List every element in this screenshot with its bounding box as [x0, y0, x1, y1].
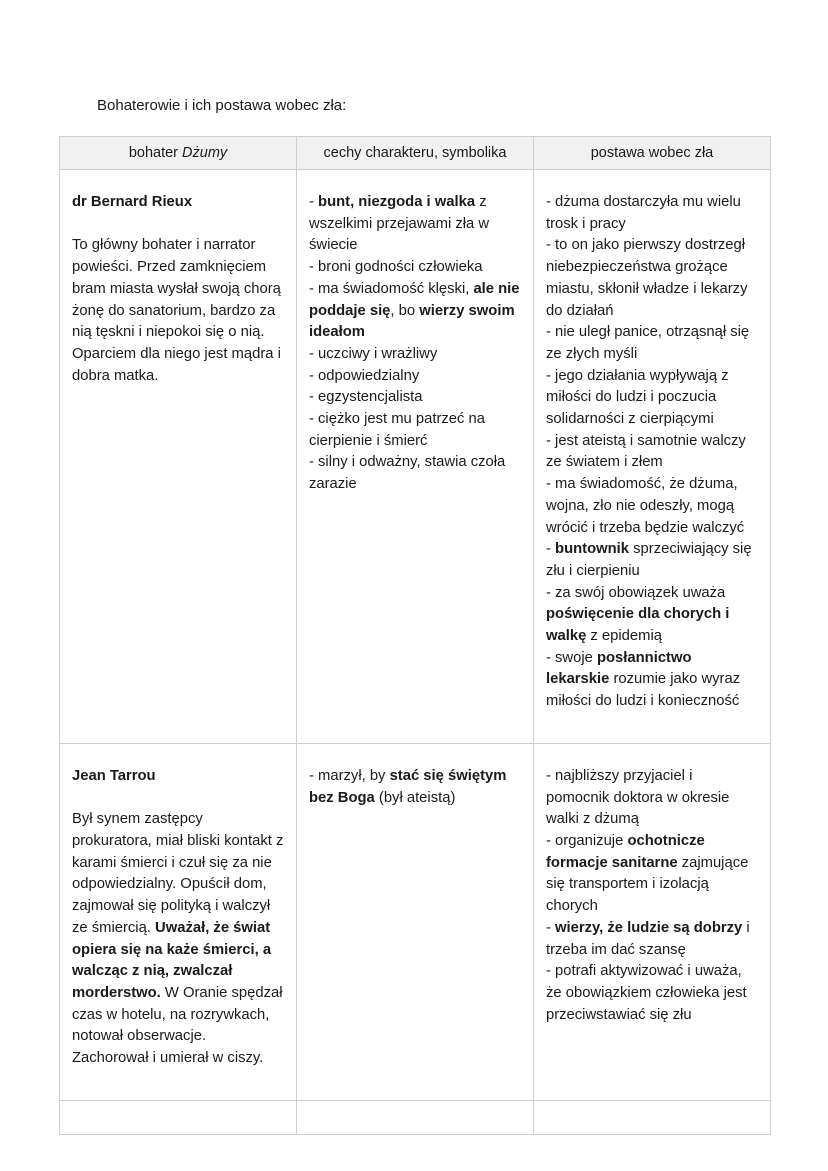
header-row [60, 137, 771, 170]
text-segment: bohater [128, 145, 183, 161]
text-segment: - [309, 194, 319, 210]
text-segment: - swoje [546, 649, 597, 666]
cell-postawa [534, 170, 771, 744]
paragraph [72, 788, 284, 810]
text-segment: Uważał, że świat opiera się na każe śmierci, a walcząc z nią, zwalczał morderstwo. [72, 919, 272, 1001]
text-segment: - ma świadomość, że dżuma, wojna, zło nie odeszły, mogą wrócić i trzeba będzie walczyć [546, 476, 745, 536]
text-segment: (był ateistą) [374, 789, 456, 806]
text-segment: - jest ateistą i samotnie walczy ze światem i złem [546, 432, 746, 471]
page-title: Bohaterowie i ich postawa wobec zła: [97, 97, 347, 114]
text-segment: sprzeciwiający się złu i cierpieniu [546, 541, 752, 579]
paragraph [309, 766, 521, 809]
cell-postawa [534, 743, 771, 1100]
paragraph [309, 279, 521, 344]
cell-cechy [297, 1100, 534, 1134]
table-body [60, 170, 771, 1135]
text-segment: - to on jako pierwszy dostrzegł niebezpieczeństwa grożące miastu, skłonił władze i lekarzy do działań [546, 237, 748, 319]
text-segment: - ciężko jest mu patrzeć na cierpienie i śmierć [309, 411, 485, 449]
header-cechy [297, 137, 534, 170]
paragraph [546, 648, 758, 713]
text-segment: stać się świętym bez Boga [309, 767, 507, 806]
characters-table [59, 136, 771, 1135]
text-segment: - organizuje [546, 832, 628, 849]
text-segment: zajmujące się transportem i izolacją chorych [546, 854, 749, 915]
text-segment: Jean Tarrou [72, 767, 156, 784]
paragraph [309, 409, 521, 452]
text-segment: - egzystencjalista [309, 389, 423, 406]
text-segment: wierzy swoim ideałom [309, 302, 515, 341]
text-segment: W Oranie spędzał czas w hotelu, na rozrywkach, notował obserwacje. Zachorował i umierał w ciszy. [72, 984, 283, 1067]
text-segment: - odpowiedzialny [309, 367, 420, 384]
paragraph [546, 918, 758, 961]
cell-cechy [297, 170, 534, 744]
text-segment: dr Bernard Rieux [72, 194, 193, 210]
paragraph [72, 214, 284, 236]
table-header [60, 137, 771, 170]
text-segment: postawa wobec zła [590, 145, 714, 161]
text-segment: - jego działania wypływają z miłości do ludzi i poczucia solidarności z cierpiącymi [546, 367, 729, 428]
paragraph [546, 366, 758, 431]
text-segment: buntownik [555, 541, 630, 558]
paragraph [546, 474, 758, 539]
header-bohater [60, 137, 297, 170]
paragraph [546, 961, 758, 1026]
text-segment: Był synem zastępcy prokuratora, miał bliski kontakt z karami śmierci i czuł się za nie odpowiedzialny. Opuścił dom, zajmował się polityką i walczył ze śmiercią. [72, 811, 284, 936]
text-segment: - ma świadomość klęski, [309, 280, 474, 297]
paragraph [309, 366, 521, 388]
table-row [60, 1100, 771, 1134]
paragraph [72, 766, 284, 788]
table-row [60, 743, 771, 1100]
cell-bohater [60, 1100, 297, 1134]
text-segment: - [546, 919, 556, 936]
cell-cechy [297, 743, 534, 1100]
paragraph [72, 235, 284, 387]
paragraph [309, 192, 521, 257]
paragraph [546, 322, 758, 365]
paragraph [546, 583, 758, 648]
text-segment: ale nie poddaje się [309, 280, 520, 319]
header-postawa [534, 137, 771, 170]
cell-postawa [534, 1100, 771, 1134]
text-segment: - [546, 541, 556, 558]
text-segment: - uczciwy i wrażliwy [309, 345, 438, 362]
paragraph [546, 539, 758, 582]
paragraph [309, 452, 521, 495]
text-segment: wierzy, że ludzie są dobrzy [555, 919, 743, 936]
text-segment: Dżumy [182, 145, 228, 161]
text-segment: - broni godności człowieka [309, 259, 483, 276]
text-segment: - silny i odważny, stawia czoła zarazie [309, 454, 506, 493]
paragraph [309, 257, 521, 279]
text-segment: - marzył, by [309, 767, 390, 784]
text-segment: - potrafi aktywizować i uważa, że obowiązkiem człowieka jest przeciwstawiać się złu [546, 963, 747, 1023]
text-segment: posłannictwo lekarskie [546, 649, 692, 688]
paragraph [546, 766, 758, 831]
text-segment: cechy charakteru, symbolika [323, 145, 507, 161]
cell-bohater [60, 170, 297, 744]
paragraph [546, 192, 758, 235]
text-segment: ochotnicze formacje sanitarne [546, 832, 705, 871]
text-segment: , bo [390, 302, 420, 319]
paragraph [309, 344, 521, 366]
text-segment: poświęcenie dla chorych i walkę [546, 606, 730, 645]
paragraph [72, 809, 284, 1069]
cell-bohater [60, 743, 297, 1100]
text-segment: i trzeba im dać szansę [546, 919, 750, 958]
text-segment: z wszelkimi przejawami zła w świecie [309, 194, 490, 254]
text-segment: - nie uległ panice, otrząsnął się ze złych myśli [546, 324, 750, 362]
text-segment: rozumie jako wyraz miłości do ludzi i konieczność [546, 671, 741, 710]
text-segment: - najbliższy przyjaciel i pomocnik doktora w okresie walki z dżumą [546, 767, 730, 828]
paragraph [546, 831, 758, 918]
paragraph [546, 235, 758, 322]
text-segment: - dżuma dostarczyła mu wielu trosk i pracy [546, 194, 741, 232]
paragraph [546, 431, 758, 474]
table-row [60, 170, 771, 744]
text-segment: bunt, niezgoda i walka [318, 194, 476, 210]
text-segment: z epidemią [586, 628, 662, 645]
text-segment: To główny bohater i narrator powieści. Przed zamknięciem bram miasta wysłał swoją chorą żonę do sanatorium, bardzo za nią tęskni i niepokoi się o nią. Oparciem dla niego jest mądra i dobra matka. [72, 237, 281, 384]
paragraph [309, 387, 521, 409]
text-segment: - za swój obowiązek uważa [546, 584, 726, 601]
paragraph [72, 192, 284, 214]
